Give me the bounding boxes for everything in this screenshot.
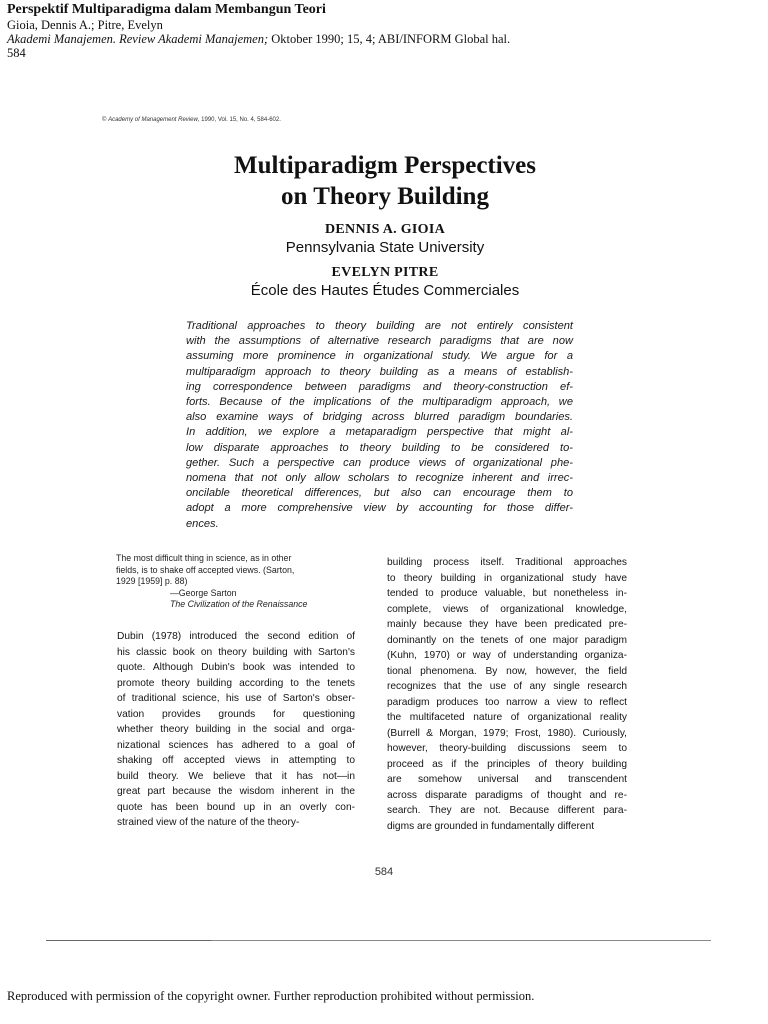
- epigraph-line: fields, is to shake off accepted views. (Sarton,: [116, 564, 295, 575]
- copyright-details: , 1990, Vol. 15, No. 4, 584-602.: [197, 117, 281, 123]
- reproduction-notice: Reproduced with permission of the copyright owner. Further reproduction prohibited without permission.: [7, 989, 535, 1003]
- body-text-line: are somehow universal and transcendent: [387, 774, 627, 785]
- body-text-line: complete, views of organizational knowledge,: [387, 603, 627, 615]
- body-text-line: build theory. We believe that it has not—in: [117, 770, 355, 782]
- abstract-line: Traditional approaches to theory building are not entirely consistent: [186, 320, 573, 332]
- abstract-line: ing correspondence between paradigms and theory-construction ef-: [186, 380, 573, 393]
- epigraph-author: —George Sarton: [170, 587, 237, 598]
- body-text-line: (Burrell & Morgan, 1979; Frost, 1980). Curiously,: [387, 727, 627, 739]
- author-affiliation-1: Pennsylvania State University: [285, 239, 485, 256]
- abstract-line: forts. Because of the implications of the multiparadigm approach, we: [186, 396, 573, 409]
- article-title: [150, 150, 620, 212]
- body-text-line: vation provides grounds for questioning: [117, 708, 355, 720]
- abstract-line: assuming more prominence in organizational study. We argue for a: [186, 350, 573, 363]
- body-text-line: shaking off accepted views in attempting to: [117, 755, 355, 766]
- body-text-line: to theory building in organizational study have: [387, 572, 627, 584]
- body-text-line: quote. Although Dubin's book was intended to: [117, 662, 355, 673]
- copyright-line: [102, 117, 281, 123]
- abstract-line: adopt a more comprehensive view by accounting for those differ-: [186, 502, 573, 515]
- body-text-line: building process itself. Traditional approaches: [387, 557, 627, 568]
- abstract-line: multiparadigm approach to theory building as a means of establish-: [186, 365, 573, 378]
- author-name-1: DENNIS A. GIOIA: [324, 222, 446, 237]
- body-text-line: paradigm produces too narrow a view to reflect: [387, 696, 627, 708]
- divider-rule-right: [211, 940, 711, 941]
- abstract-line: nomena that not only allow scholars to recognize inherent and irrec-: [186, 472, 573, 485]
- body-text-line: quote has been bound up in an overly con-: [117, 801, 355, 813]
- body-text-line: great part because the wisdom inherent in the: [117, 786, 355, 797]
- body-text-line: mainly because they have been predicated pre-: [387, 619, 627, 630]
- epigraph: [116, 553, 368, 611]
- abstract-line: also examine ways of bridging across blurred paradigm boundaries.: [186, 411, 573, 424]
- body-text-line: of traditional science, his use of Sarton's obser-: [117, 693, 355, 704]
- body-column-right: [387, 555, 627, 834]
- body-text-line: tended to produce valuable, but nonetheless in-: [387, 588, 627, 599]
- body-text-line: (Kuhn, 1970) or way of understanding organiza-: [387, 650, 627, 661]
- author-name-2: EVELYN PITRE: [331, 265, 439, 280]
- epigraph-book: The Civilization of the Renaissance: [170, 599, 308, 610]
- document-header: [7, 2, 761, 60]
- header-source-journal: Akademi Manajemen. Review Akademi Manajemen;: [7, 32, 269, 46]
- body-text-line: dominantly on the tenets of one major paradigm: [387, 634, 627, 646]
- abstract: [186, 319, 573, 532]
- copyright-journal: Academy of Management Review: [108, 117, 198, 123]
- header-source-details: Oktober 1990; 15, 4; ABI/INFORM Global hal.: [268, 32, 511, 46]
- epigraph-line: 1929 [1959] p. 88): [116, 576, 188, 587]
- epigraph-quote: [116, 553, 368, 588]
- header-page: 584: [7, 46, 26, 60]
- abstract-line: In addition, we explore a metaparadigm perspective that might al-: [186, 426, 573, 439]
- body-text-line: his classic book on theory building with Sarton's: [117, 646, 355, 658]
- copyright-symbol: ©: [102, 117, 107, 123]
- abstract-line: gether. Such a perspective can produce views of organizational phe-: [186, 456, 573, 469]
- epigraph-line: The most difficult thing in science, as in other: [116, 553, 292, 563]
- page-number: 584: [374, 866, 394, 878]
- abstract-line: ences.: [186, 517, 219, 530]
- header-source: [7, 32, 761, 46]
- author-affiliation-2: École des Hautes Études Commerciales: [250, 282, 520, 299]
- body-text-line: the multifaceted nature of organizational reality: [387, 712, 627, 723]
- body-text-line: search. They are not. Because different para-: [387, 805, 627, 816]
- body-text-line: whether theory building in the social and orga-: [117, 724, 355, 735]
- article-title-line-1: Multiparadigm Perspectives: [233, 152, 537, 179]
- abstract-line: low disparate approaches to theory building to be considered to-: [186, 441, 573, 454]
- body-text-line: digms are grounded in fundamentally different: [387, 820, 595, 832]
- article-title-line-2: on Theory Building: [281, 183, 489, 210]
- body-text-line: proceed as if the principles of theory building: [387, 758, 627, 770]
- body-text-line: Dubin (1978) introduced the second edition of: [117, 631, 355, 642]
- body-text-line: tional phenomena. By now, however, the field: [387, 665, 627, 677]
- author-block-2: [150, 264, 620, 300]
- body-text-line: nizational sciences has adhered to a goal of: [117, 739, 355, 751]
- author-block-1: [150, 221, 620, 257]
- abstract-line: oncilable theoretical differences, but also can encourage them to: [186, 487, 573, 500]
- abstract-line: with the assumptions of alternative research paradigms that are now: [186, 335, 573, 348]
- body-column-left: [117, 629, 355, 831]
- body-text-line: promote theory building according to the tenets: [117, 677, 355, 689]
- header-authors: Gioia, Dennis A.; Pitre, Evelyn: [7, 18, 163, 32]
- header-title: Perspektif Multiparadigma dalam Membangun Teori: [7, 2, 326, 17]
- body-text-line: across disparate paradigms of thought and re-: [387, 789, 627, 801]
- body-text-line: recognizes that the use of any single research: [387, 681, 627, 692]
- body-text-line: strained view of the nature of the theory-: [117, 817, 300, 828]
- divider-rule-left: [46, 940, 211, 941]
- body-text-line: however, theory-building discussions seem to: [387, 743, 627, 754]
